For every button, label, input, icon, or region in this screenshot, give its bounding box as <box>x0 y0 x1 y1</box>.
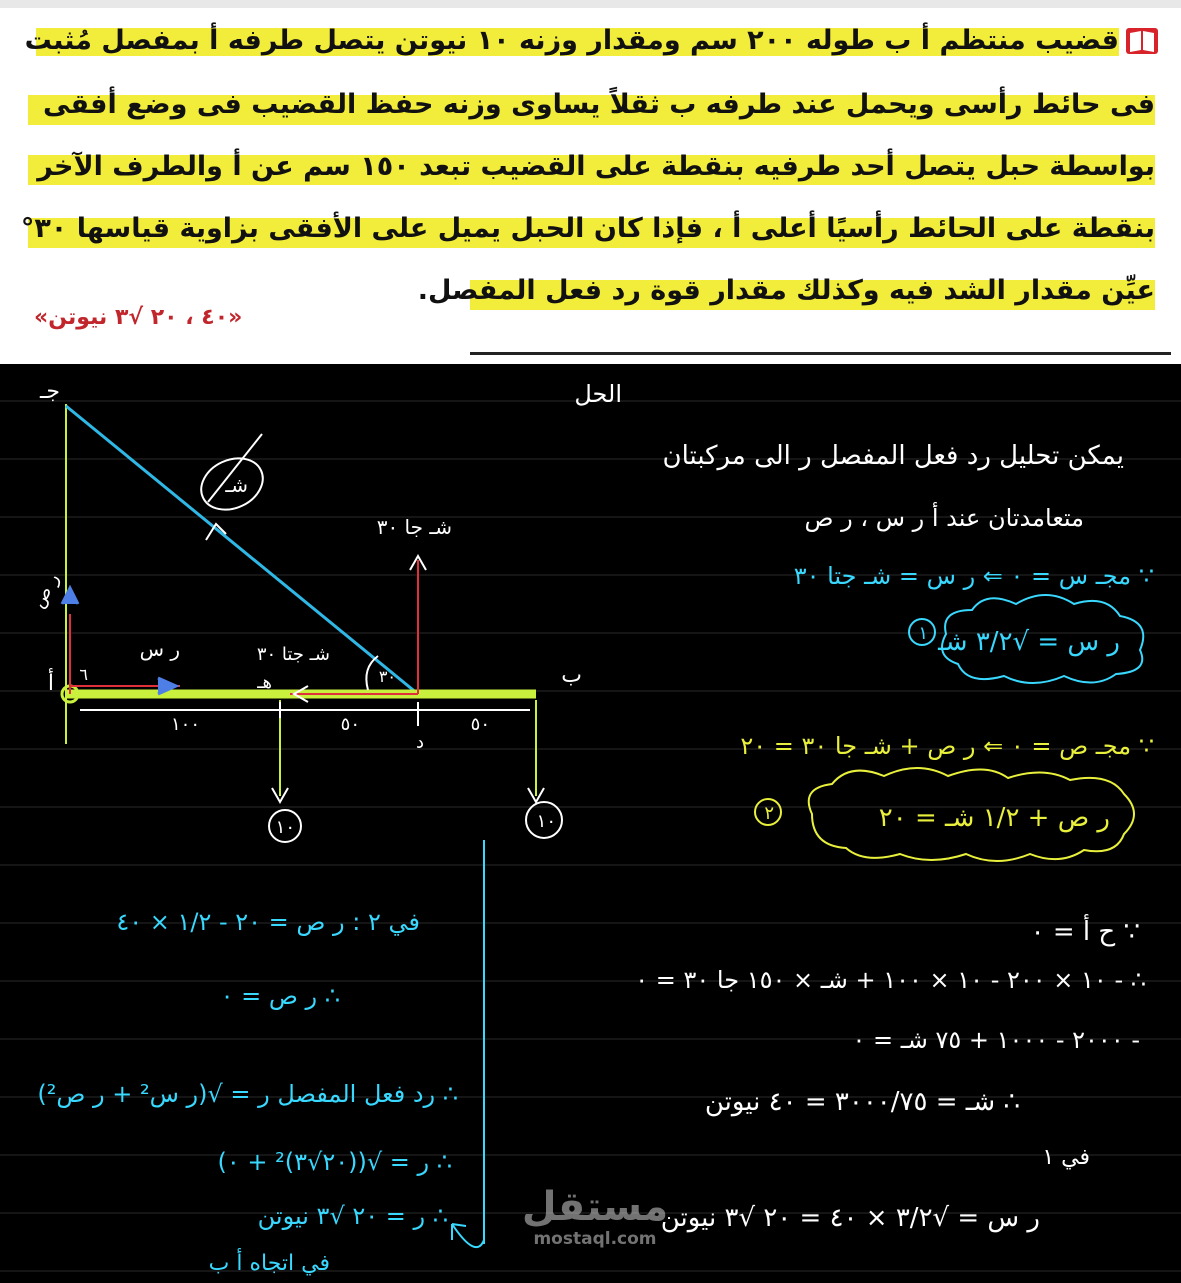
answer-text: «٤٠ ، ٢٠ √٣ نيوتن» <box>34 305 243 330</box>
label-weight-2: ١٠ <box>536 811 556 832</box>
label-weight-1: ١٠ <box>275 817 295 838</box>
tension-result: ∴ شـ = ٣٠٠٠/٧٥ = ٤٠ نيوتن <box>704 1087 1020 1117</box>
problem-line-4: بنقطة على الحائط رأسيًا أعلى أ ، فإذا كان الحبل يميل على الأفقى بزاوية قياسها ٣٠° <box>20 213 1155 244</box>
eq-x: ∵ مجـ س = ٠ ⇐ ر س = شـ جتا ٣٠ <box>793 562 1154 590</box>
reaction-line-3: ∴ ر = ٢٠ √٣ نيوتن <box>257 1202 448 1230</box>
notebook-panel <box>0 364 1181 1283</box>
label-t-cos: شـ جتا ٣٠ <box>256 644 330 665</box>
intro-line-2: متعامدتان عند أ ر س ، ر ص <box>804 504 1084 532</box>
label-top: جـ <box>39 379 60 404</box>
rx-result: ر س = √٣/٢ × ٤٠ = ٢٠ √٣ نيوتن <box>660 1203 1040 1233</box>
solution-upper <box>574 380 1154 861</box>
top-bar <box>0 0 1181 8</box>
reaction-direction: في اتجاه أ ب <box>208 1251 330 1276</box>
problem-line-5: عيِّن مقدار الشد فيه وكذلك مقدار قوة رد فعل المفصل. <box>417 275 1155 306</box>
box-2: ر ص + ١/٢ شـ = ٢٠ <box>878 803 1110 833</box>
eq-y: ∵ مجـ ص = ٠ ⇐ ر ص + شـ جا ٣٠ = ٢٠ <box>740 732 1154 760</box>
watermark-logo <box>520 1185 670 1249</box>
circle-1-label: ١ <box>918 623 928 644</box>
book-icon <box>1125 26 1159 56</box>
force-diagram <box>28 379 582 842</box>
label-h: هـ <box>257 672 272 693</box>
ry-result: ∴ ر ص = ٠ <box>220 982 340 1010</box>
solution-title: الحل <box>574 380 622 408</box>
bottom-rule <box>470 352 1171 355</box>
watermark-arabic: مستقل <box>521 1184 669 1230</box>
label-t: شـ <box>225 473 248 497</box>
problem-line-3: بواسطة حبل يتصل أحد طرفيه بنقطة على القضيب تبعد ١٥٠ سم عن أ والطرف الآخر <box>37 151 1155 182</box>
label-t-sin: شـ جا ٣٠ <box>376 515 452 539</box>
label-dist-3: ٥٠ <box>470 714 490 735</box>
solution-moments <box>635 913 1146 1233</box>
label-angle: ٣٠ <box>378 667 396 686</box>
label-d: د <box>415 732 424 753</box>
label-dist-1: ١٠٠ <box>170 714 200 735</box>
moment-title: ∵ ح أ = ٠ <box>1030 917 1140 947</box>
intro-line-1: يمكن تحليل رد فعل المفصل ر الى مركبتان <box>662 441 1124 471</box>
watermark-latin: mostaql.com <box>533 1229 657 1249</box>
reaction-line-2: ∴ ر = √((٢٠√٣)² + ٠) <box>217 1148 452 1176</box>
circle-2-label: ٢ <box>764 803 774 824</box>
label-ry: ر ص <box>27 569 64 612</box>
box-1: ر س = √٣/٢ شـ <box>938 627 1120 657</box>
moment-line-1: ∴ - ١٠ × ٢٠٠ - ١٠ × ١٠٠ + شـ × ١٥٠ جا ٣٠ = ٠ <box>635 966 1146 994</box>
moment-line-2: - ٢٠٠٠ - ١٠٠٠ + ٧٥ شـ = ٠ <box>852 1026 1140 1054</box>
sub-2: في ٢ : ر ص = ٢٠ - ١/٢ × ٤٠ <box>116 908 420 936</box>
divider-arrow <box>452 1224 484 1247</box>
problem-line-1: قضيب منتظم أ ب طوله ٢٠٠ سم ومقدار وزنه ١٠ نيوتن يتصل طرفه أ بمفصل مُثبت <box>24 25 1119 56</box>
rope-line <box>66 406 418 694</box>
sub-label: في ١ <box>1042 1145 1090 1170</box>
rope-arrow <box>206 524 226 540</box>
label-b: ب <box>561 663 582 688</box>
solution-reaction <box>37 908 458 1276</box>
label-angle-mark: ٦ <box>79 665 88 684</box>
reaction-line-1: ∴ رد فعل المفصل ر = √(ر س² + ر ص²) <box>37 1080 458 1108</box>
label-rx: ر س <box>139 637 180 661</box>
ry-arrow-icon <box>62 588 78 604</box>
label-dist-2: ٥٠ <box>340 714 360 735</box>
problem-line-2: فى حائط رأسى ويحمل عند طرفه ب ثقلاً يساوى وزنه حفظ القضيب فى وضع أفقى <box>43 89 1155 120</box>
problem-panel <box>0 0 1181 364</box>
solution-canvas <box>0 364 1181 1283</box>
label-a: أ <box>47 671 54 696</box>
